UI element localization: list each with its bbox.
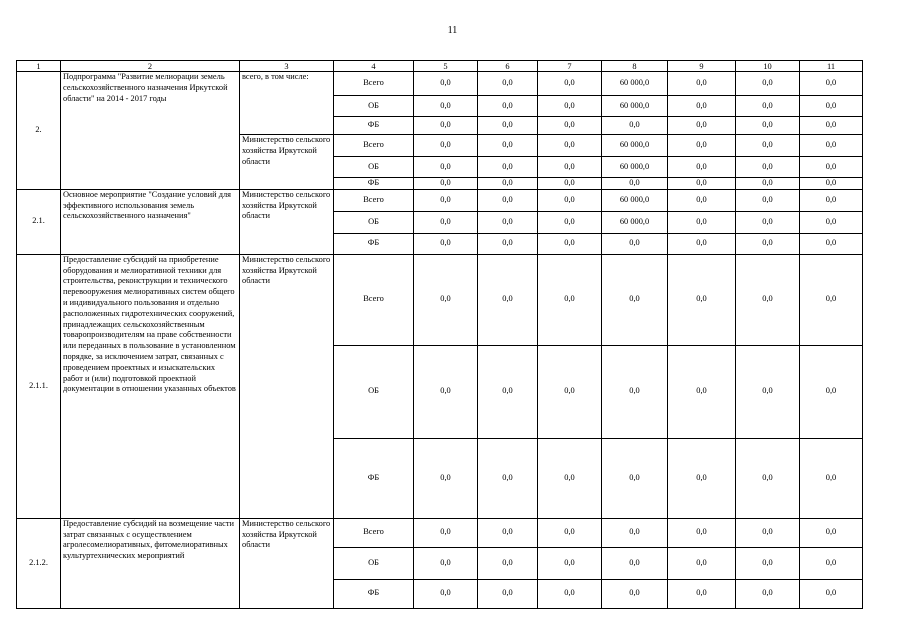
value-cell: 60 000,0: [602, 96, 668, 117]
funding-source: Всего: [334, 135, 414, 157]
value-cell: 0,0: [668, 547, 736, 579]
value-cell: 0,0: [478, 547, 538, 579]
value-cell: 0,0: [800, 72, 863, 96]
column-number-header: 4: [334, 61, 414, 72]
value-cell: 0,0: [602, 518, 668, 547]
value-cell: 0,0: [800, 117, 863, 135]
value-cell: 0,0: [478, 96, 538, 117]
item-number: 2.1.: [17, 189, 61, 254]
table-row: [17, 189, 863, 211]
column-number-header: 5: [414, 61, 478, 72]
value-cell: 0,0: [478, 579, 538, 608]
funding-source: ОБ: [334, 211, 414, 233]
value-cell: 60 000,0: [602, 211, 668, 233]
value-cell: 0,0: [538, 211, 602, 233]
executor-cell: Министерство сельского хозяйства Иркутской области: [240, 135, 334, 190]
column-number-header: 2: [61, 61, 240, 72]
value-cell: 0,0: [668, 579, 736, 608]
value-cell: 0,0: [800, 178, 863, 190]
value-cell: 0,0: [414, 233, 478, 254]
value-cell: 0,0: [414, 72, 478, 96]
value-cell: 60 000,0: [602, 72, 668, 96]
value-cell: 0,0: [602, 579, 668, 608]
value-cell: 0,0: [668, 72, 736, 96]
value-cell: 0,0: [414, 178, 478, 190]
value-cell: 0,0: [538, 438, 602, 518]
executor-cell: Министерство сельского хозяйства Иркутской области: [240, 254, 334, 518]
value-cell: 60 000,0: [602, 189, 668, 211]
item-number: 2.: [17, 72, 61, 190]
value-cell: 0,0: [736, 438, 800, 518]
value-cell: 0,0: [602, 438, 668, 518]
value-cell: 0,0: [668, 178, 736, 190]
value-cell: 0,0: [538, 72, 602, 96]
value-cell: 0,0: [414, 254, 478, 345]
value-cell: 0,0: [414, 117, 478, 135]
column-number-header: 3: [240, 61, 334, 72]
table-row: [17, 254, 863, 345]
item-name: Предоставление субсидий на приобретение оборудования и мелиоративной техники для строительства, реконструкции и технического перевооружения мелиоративных систем общего и индивидуального пользования и отдельно расположенных гидротехнических сооружений, принадлежащих сельскохозяйственным товаропроизводителям на праве собственности или переданных в пользование в установленном порядке, за исключением затрат, связанных с проведением проектных и изыскательских работ и (или) подготовкой проектной документации в отношении указанных объектов: [61, 254, 240, 518]
value-cell: 0,0: [538, 96, 602, 117]
value-cell: 0,0: [736, 233, 800, 254]
value-cell: 0,0: [668, 438, 736, 518]
funding-source: ОБ: [334, 157, 414, 178]
value-cell: 0,0: [736, 189, 800, 211]
column-number-header: 11: [800, 61, 863, 72]
executor-cell: Министерство сельского хозяйства Иркутской области: [240, 518, 334, 608]
item-name: Подпрограмма "Развитие мелиорации земель сельскохозяйственного назначения Иркутской области" на 2014 - 2017 годы: [61, 72, 240, 190]
funding-source: ФБ: [334, 579, 414, 608]
value-cell: 0,0: [414, 189, 478, 211]
value-cell: 0,0: [414, 96, 478, 117]
value-cell: 0,0: [668, 96, 736, 117]
value-cell: 0,0: [800, 135, 863, 157]
value-cell: 0,0: [538, 233, 602, 254]
column-number-header: 1: [17, 61, 61, 72]
value-cell: 0,0: [478, 438, 538, 518]
value-cell: 0,0: [736, 96, 800, 117]
value-cell: 0,0: [602, 178, 668, 190]
value-cell: 0,0: [478, 345, 538, 438]
value-cell: 0,0: [538, 135, 602, 157]
value-cell: 60 000,0: [602, 157, 668, 178]
value-cell: 0,0: [668, 211, 736, 233]
value-cell: 0,0: [478, 254, 538, 345]
value-cell: 0,0: [668, 189, 736, 211]
value-cell: 0,0: [736, 211, 800, 233]
value-cell: 0,0: [478, 189, 538, 211]
funding-source: ФБ: [334, 178, 414, 190]
value-cell: 0,0: [538, 345, 602, 438]
value-cell: 0,0: [602, 254, 668, 345]
column-number-header: 7: [538, 61, 602, 72]
value-cell: 0,0: [478, 117, 538, 135]
funding-source: Всего: [334, 189, 414, 211]
value-cell: 0,0: [736, 254, 800, 345]
value-cell: 0,0: [478, 518, 538, 547]
column-number-header: 8: [602, 61, 668, 72]
value-cell: 0,0: [736, 579, 800, 608]
value-cell: 0,0: [800, 345, 863, 438]
value-cell: 0,0: [736, 345, 800, 438]
column-number-row: [17, 61, 863, 72]
value-cell: 0,0: [602, 117, 668, 135]
column-number-header: 9: [668, 61, 736, 72]
value-cell: 0,0: [414, 135, 478, 157]
value-cell: 0,0: [800, 189, 863, 211]
funding-source: ОБ: [334, 547, 414, 579]
value-cell: 0,0: [736, 135, 800, 157]
value-cell: 0,0: [538, 547, 602, 579]
table-row: [17, 518, 863, 547]
value-cell: 0,0: [668, 157, 736, 178]
value-cell: 0,0: [538, 254, 602, 345]
value-cell: 0,0: [414, 157, 478, 178]
page-number: 11: [447, 25, 458, 36]
value-cell: 0,0: [736, 518, 800, 547]
value-cell: 0,0: [736, 547, 800, 579]
value-cell: 0,0: [736, 72, 800, 96]
item-number: 2.1.2.: [17, 518, 61, 608]
value-cell: 0,0: [478, 233, 538, 254]
value-cell: 0,0: [800, 157, 863, 178]
value-cell: 0,0: [414, 438, 478, 518]
value-cell: 0,0: [538, 117, 602, 135]
value-cell: 0,0: [800, 518, 863, 547]
item-number: 2.1.1.: [17, 254, 61, 518]
value-cell: 0,0: [602, 233, 668, 254]
value-cell: 0,0: [800, 233, 863, 254]
value-cell: 0,0: [668, 345, 736, 438]
value-cell: 0,0: [478, 135, 538, 157]
column-number-header: 6: [478, 61, 538, 72]
funding-source: ОБ: [334, 96, 414, 117]
value-cell: 0,0: [800, 96, 863, 117]
funding-source: Всего: [334, 72, 414, 96]
value-cell: 0,0: [668, 135, 736, 157]
value-cell: 0,0: [736, 157, 800, 178]
funding-source: Всего: [334, 254, 414, 345]
funding-source: ФБ: [334, 117, 414, 135]
value-cell: 0,0: [800, 254, 863, 345]
value-cell: 0,0: [668, 117, 736, 135]
value-cell: 0,0: [478, 211, 538, 233]
value-cell: 0,0: [800, 579, 863, 608]
value-cell: 0,0: [538, 157, 602, 178]
value-cell: 0,0: [478, 72, 538, 96]
funding-source: ФБ: [334, 233, 414, 254]
value-cell: 0,0: [538, 178, 602, 190]
value-cell: 0,0: [538, 189, 602, 211]
value-cell: 0,0: [414, 211, 478, 233]
value-cell: 0,0: [538, 579, 602, 608]
value-cell: 0,0: [668, 233, 736, 254]
value-cell: 60 000,0: [602, 135, 668, 157]
value-cell: 0,0: [414, 345, 478, 438]
funding-source: ФБ: [334, 438, 414, 518]
value-cell: 0,0: [736, 117, 800, 135]
funding-source: ОБ: [334, 345, 414, 438]
value-cell: 0,0: [668, 518, 736, 547]
executor-cell: Министерство сельского хозяйства Иркутской области: [240, 189, 334, 254]
executor-cell: всего, в том числе:: [240, 72, 334, 135]
value-cell: 0,0: [800, 211, 863, 233]
value-cell: 0,0: [478, 157, 538, 178]
value-cell: 0,0: [736, 178, 800, 190]
value-cell: 0,0: [800, 438, 863, 518]
value-cell: 0,0: [414, 547, 478, 579]
item-name: Основное мероприятие "Создание условий для эффективного использования земель сельскохозяйственного назначения": [61, 189, 240, 254]
value-cell: 0,0: [800, 547, 863, 579]
item-name: Предоставление субсидий на возмещение части затрат связанных с осуществлением агролесомелиоративных, фитомелиоративных культуртехнических мероприятий: [61, 518, 240, 608]
value-cell: 0,0: [602, 345, 668, 438]
value-cell: 0,0: [538, 518, 602, 547]
budget-table: [16, 60, 863, 609]
value-cell: 0,0: [602, 547, 668, 579]
value-cell: 0,0: [478, 178, 538, 190]
value-cell: 0,0: [414, 579, 478, 608]
column-number-header: 10: [736, 61, 800, 72]
value-cell: 0,0: [668, 254, 736, 345]
value-cell: 0,0: [414, 518, 478, 547]
funding-source: Всего: [334, 518, 414, 547]
table-row: [17, 72, 863, 96]
